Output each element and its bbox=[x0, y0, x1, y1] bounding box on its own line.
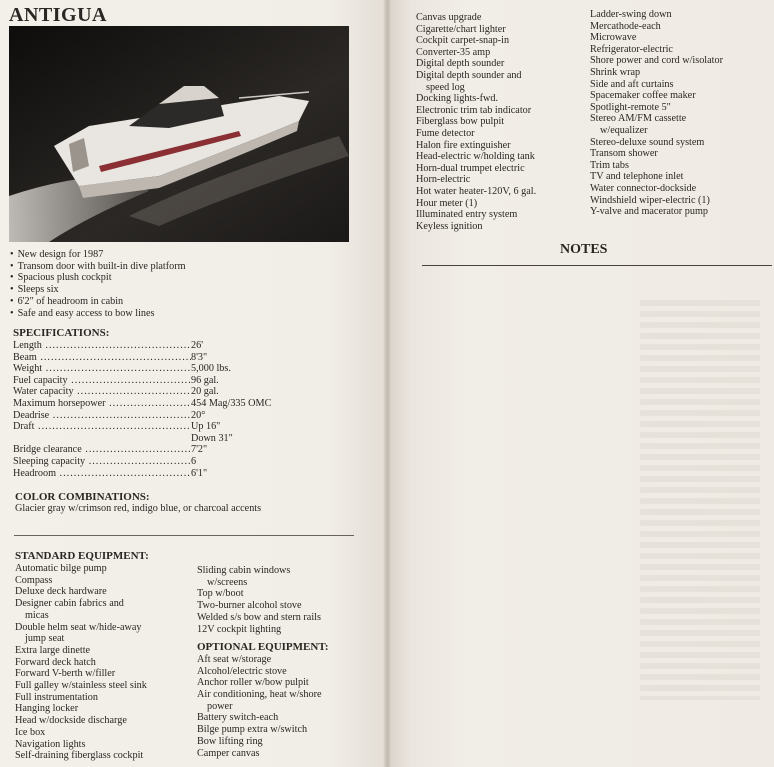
list-item: Sliding cabin windows bbox=[197, 565, 291, 576]
spec-row bbox=[13, 410, 313, 422]
list-item: Stereo-deluxe sound system bbox=[590, 136, 705, 148]
list-item: Head w/dockside discharge bbox=[15, 715, 127, 727]
spec-label: Sleeping capacity ..... bbox=[13, 456, 191, 468]
list-item: Battery switch-each bbox=[197, 712, 279, 724]
list-item: Y-valve and macerator pump bbox=[590, 206, 708, 218]
list-item: Mercathode-each bbox=[590, 20, 661, 32]
list-item: speed log bbox=[426, 81, 465, 93]
spec-row bbox=[13, 386, 313, 398]
list-item: Windshield wiper-electric (1) bbox=[590, 194, 710, 206]
book-spine bbox=[383, 0, 391, 767]
spec-row bbox=[13, 363, 313, 375]
specifications-table bbox=[13, 340, 313, 479]
standard-equipment-list-continued bbox=[197, 565, 367, 759]
list-item: Compass bbox=[15, 574, 53, 586]
list-item: Transom shower bbox=[590, 148, 658, 160]
list-item: Digital depth sounder bbox=[416, 58, 505, 70]
list-item: w/equalizer bbox=[600, 124, 648, 136]
specifications-heading: SPECIFICATIONS: bbox=[13, 327, 110, 339]
list-item: Trim tabs bbox=[590, 159, 629, 171]
list-item: 12V cockpit lighting bbox=[197, 623, 282, 635]
boat-illustration bbox=[9, 26, 349, 242]
page-title: ANTIGUA bbox=[9, 4, 107, 26]
spec-value: 20 gal. bbox=[191, 386, 219, 398]
list-item: Horn-electric bbox=[416, 174, 471, 186]
list-item: Docking lights-fwd. bbox=[416, 93, 499, 105]
list-item: Double helm seat w/hide-away bbox=[15, 621, 142, 633]
optional-equipment-list-a bbox=[416, 12, 591, 232]
list-item: Hanging locker bbox=[15, 703, 79, 715]
spec-label: Weight ..... bbox=[13, 363, 191, 375]
spec-row bbox=[13, 444, 313, 456]
spec-value: 96 gal. bbox=[191, 374, 219, 386]
list-item: Top w/boot bbox=[197, 588, 244, 600]
spec-row bbox=[13, 421, 313, 433]
list-item: Extra large dinette bbox=[15, 644, 91, 656]
list-item: Canvas upgrade bbox=[416, 12, 482, 23]
list-item: Self-draining fiberglass cockpit bbox=[15, 750, 144, 762]
spec-label: Bridge clearance ..... bbox=[13, 444, 191, 456]
list-item: Hour meter (1) bbox=[416, 197, 478, 209]
list-item: Full galley w/stainless steel sink bbox=[15, 680, 147, 692]
list-item: Digital depth sounder and bbox=[416, 69, 522, 81]
list-item: Horn-dual trumpet electric bbox=[416, 162, 525, 174]
spec-value: 5,000 lbs. bbox=[191, 363, 231, 375]
optional-equipment-list-b bbox=[590, 9, 770, 218]
spec-row bbox=[13, 398, 313, 410]
standard-equipment-heading: STANDARD EQUIPMENT: bbox=[15, 550, 149, 562]
spec-label: Headroom ..... bbox=[13, 468, 191, 480]
list-item: Two-burner alcohol stove bbox=[197, 600, 302, 612]
notes-heading: NOTES bbox=[560, 242, 608, 257]
list-item: Fume detector bbox=[416, 127, 475, 139]
list-item: Shore power and cord w/isolator bbox=[590, 55, 723, 67]
list-item: Head-electric w/holding tank bbox=[416, 151, 535, 163]
spec-value: 6 bbox=[191, 455, 197, 467]
list-item: Welded s/s bow and stern rails bbox=[197, 611, 321, 623]
list-item: jump seat bbox=[25, 633, 65, 645]
spec-row bbox=[13, 340, 313, 352]
list-item: Camper canvas bbox=[197, 747, 260, 759]
list-item: Stereo AM/FM cassette bbox=[590, 113, 687, 125]
spec-value: Up 16" bbox=[191, 421, 221, 433]
list-item: Hot water heater-120V, 6 gal. bbox=[416, 185, 537, 197]
list-item: Ladder-swing down bbox=[590, 9, 672, 20]
list-item: Converter-35 amp bbox=[416, 46, 491, 58]
list-item: Microwave bbox=[590, 32, 637, 44]
list-item: Alcohol/electric stove bbox=[197, 665, 287, 677]
list-item: Fiberglass bow pulpit bbox=[416, 116, 505, 128]
list-item: Air conditioning, heat w/shore bbox=[197, 689, 322, 701]
list-item: Forward V-berth w/filler bbox=[15, 668, 116, 680]
list-item: Cigarette/chart lighter bbox=[416, 23, 506, 35]
spec-label: Fuel capacity ..... bbox=[13, 375, 191, 387]
list-item: Full instrumentation bbox=[15, 691, 98, 703]
spec-label: Draft ..... bbox=[13, 421, 191, 433]
spec-value: 20° bbox=[191, 409, 206, 421]
list-item: Side and aft curtains bbox=[590, 78, 674, 90]
list-item: Electronic trim tab indicator bbox=[416, 104, 532, 116]
spec-label: Beam ..... bbox=[13, 352, 191, 364]
spec-label: Length ..... bbox=[13, 340, 191, 352]
feature-list bbox=[10, 249, 186, 319]
feature-item: • Spacious plush cockpit bbox=[10, 272, 186, 284]
list-item: Halon fire extinguisher bbox=[416, 139, 511, 151]
list-item: Bow lifting ring bbox=[197, 735, 263, 747]
spec-value: Down 31" bbox=[191, 432, 233, 444]
spec-label: Deadrise ..... bbox=[13, 410, 191, 422]
list-item: power bbox=[207, 700, 233, 712]
section-divider bbox=[14, 535, 354, 536]
list-item: Ice box bbox=[15, 726, 46, 738]
list-item: Refrigerator-electric bbox=[590, 43, 673, 55]
list-item: Anchor roller w/bow pulpit bbox=[197, 677, 309, 689]
spec-label: Maximum horsepower ..... bbox=[13, 398, 191, 410]
feature-item: • Safe and easy access to bow lines bbox=[10, 308, 186, 320]
standard-equipment-list bbox=[15, 563, 200, 762]
spec-row bbox=[13, 433, 313, 445]
spec-row bbox=[13, 468, 313, 480]
list-item: Water connector-dockside bbox=[590, 182, 697, 194]
spec-value: 26' bbox=[191, 340, 204, 351]
list-item: TV and telephone inlet bbox=[590, 171, 684, 183]
list-item: Bilge pump extra w/switch bbox=[197, 724, 308, 736]
list-item: w/screens bbox=[207, 576, 248, 588]
spec-value: 454 Mag/335 OMC bbox=[191, 397, 272, 409]
spec-row bbox=[13, 456, 313, 468]
list-item: Deluxe deck hardware bbox=[15, 586, 107, 598]
list-item: Designer cabin fabrics and bbox=[15, 598, 124, 610]
list-item: Spacemaker coffee maker bbox=[590, 90, 696, 102]
show-through-texture bbox=[640, 300, 760, 700]
list-item: Navigation lights bbox=[15, 738, 86, 750]
spec-value: 8'3" bbox=[191, 351, 208, 363]
spec-value: 6'1" bbox=[191, 467, 208, 479]
list-item: Aft seat w/storage bbox=[197, 653, 272, 665]
list-item: Cockpit carpet-snap-in bbox=[416, 35, 510, 47]
color-combinations-text: Glacier gray w/crimson red, indigo blue, or charcoal accents bbox=[15, 503, 262, 514]
spec-value: 7'2" bbox=[191, 444, 208, 456]
spec-row bbox=[13, 352, 313, 364]
feature-item: • 6'2" of headroom in cabin bbox=[10, 296, 186, 308]
list-item: Automatic bilge pump bbox=[15, 563, 107, 574]
feature-item: • Transom door with built-in dive platform bbox=[10, 261, 186, 273]
list-item: Keyless ignition bbox=[416, 220, 483, 232]
list-item: Spotlight-remote 5" bbox=[590, 101, 671, 113]
notes-rule bbox=[422, 265, 772, 266]
feature-item: • Sleeps six bbox=[10, 284, 186, 296]
boat-photo bbox=[9, 26, 349, 242]
list-item: Illuminated entry system bbox=[416, 209, 518, 221]
color-combinations-heading: COLOR COMBINATIONS: bbox=[15, 491, 150, 503]
list-item: Forward deck hatch bbox=[15, 656, 96, 668]
list-item: micas bbox=[25, 609, 49, 621]
optional-equipment-heading: OPTIONAL EQUIPMENT: bbox=[197, 641, 329, 654]
spec-row bbox=[13, 375, 313, 387]
feature-item: • New design for 1987 bbox=[10, 249, 186, 261]
spec-label: Water capacity ..... bbox=[13, 386, 191, 398]
list-item: Shrink wrap bbox=[590, 66, 641, 78]
